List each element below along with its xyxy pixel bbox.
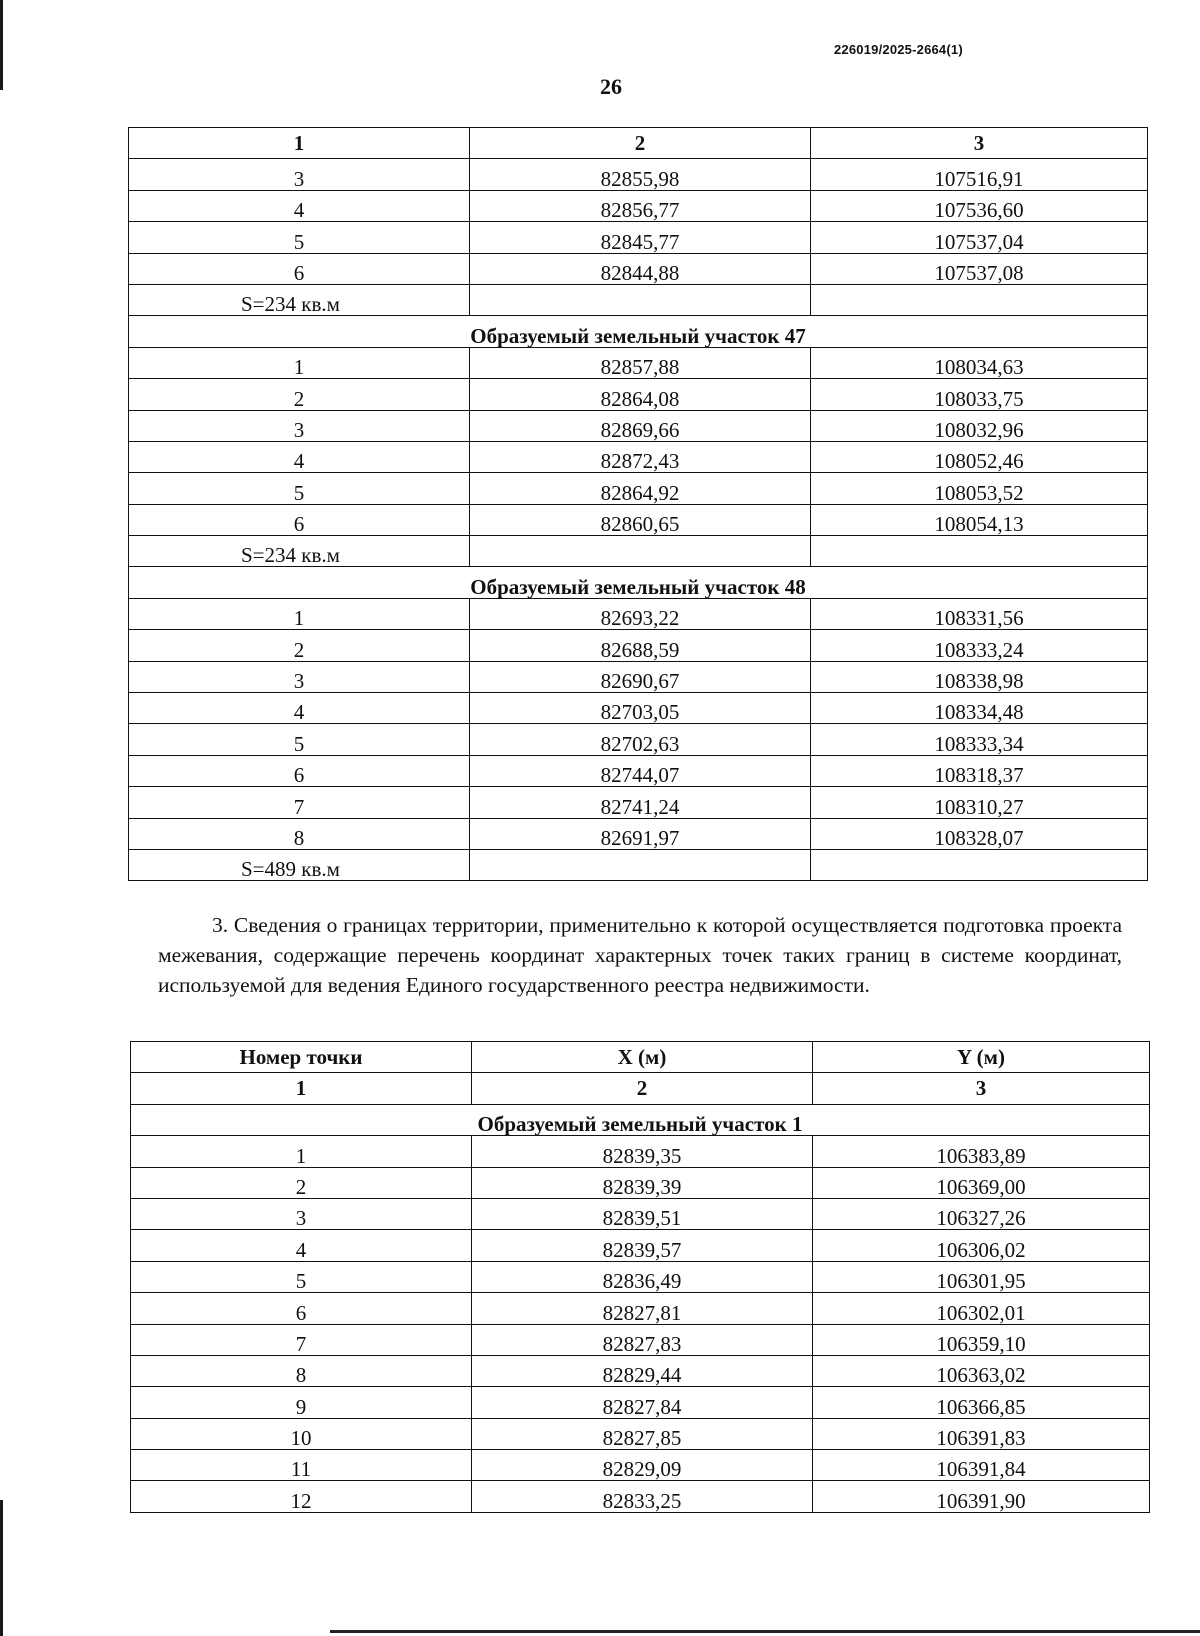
y-coordinate-cell: 108338,98 xyxy=(811,661,1148,692)
x-coordinate-cell: 82839,35 xyxy=(472,1136,813,1167)
point-number-cell: 12 xyxy=(131,1481,472,1512)
y-coordinate-cell: 106366,85 xyxy=(813,1387,1150,1418)
y-coordinate-cell: 108318,37 xyxy=(811,755,1148,786)
y-coordinate-cell: 108053,52 xyxy=(811,473,1148,504)
point-number-cell: 3 xyxy=(129,159,470,190)
point-number-cell: 5 xyxy=(129,473,470,504)
table-row xyxy=(129,504,1148,535)
x-coordinate-cell: 82829,44 xyxy=(472,1355,813,1386)
x-coordinate-cell: 82688,59 xyxy=(470,630,811,661)
point-number-cell: 1 xyxy=(129,347,470,378)
y-coordinate-cell: 106391,84 xyxy=(813,1450,1150,1481)
empty-cell xyxy=(470,849,811,880)
y-coordinate-cell: 106359,10 xyxy=(813,1324,1150,1355)
point-number-cell: 8 xyxy=(129,818,470,849)
x-coordinate-cell: 82741,24 xyxy=(470,787,811,818)
x-coordinate-cell: 82827,81 xyxy=(472,1293,813,1324)
point-number-cell: 5 xyxy=(129,222,470,253)
territory-boundary-table xyxy=(130,1041,1150,1513)
section-title: Образуемый земельный участок 1 xyxy=(131,1104,1150,1135)
point-number-cell: 11 xyxy=(131,1450,472,1481)
point-number-cell: 9 xyxy=(131,1387,472,1418)
x-coordinate-cell: 82827,84 xyxy=(472,1387,813,1418)
y-coordinate-cell: 106306,02 xyxy=(813,1230,1150,1261)
point-number-cell: 5 xyxy=(129,724,470,755)
table-row xyxy=(131,1450,1150,1481)
table-row xyxy=(129,724,1148,755)
y-coordinate-cell: 106302,01 xyxy=(813,1293,1150,1324)
column-number-row xyxy=(131,1073,1150,1104)
y-coordinate-cell: 108331,56 xyxy=(811,598,1148,629)
y-coordinate-cell: 108333,34 xyxy=(811,724,1148,755)
table-row xyxy=(129,661,1148,692)
x-coordinate-cell: 82829,09 xyxy=(472,1450,813,1481)
column-number-3: 3 xyxy=(811,128,1148,159)
x-coordinate-cell: 82864,08 xyxy=(470,379,811,410)
table-row xyxy=(129,818,1148,849)
x-coordinate-cell: 82855,98 xyxy=(470,159,811,190)
table-row xyxy=(131,1355,1150,1386)
area-cell: S=489 кв.м xyxy=(129,849,470,880)
point-number-cell: 7 xyxy=(129,787,470,818)
point-number-cell: 4 xyxy=(131,1230,472,1261)
table-row xyxy=(129,755,1148,786)
point-number-cell: 8 xyxy=(131,1355,472,1386)
table-row xyxy=(131,1418,1150,1449)
table-row xyxy=(131,1387,1150,1418)
empty-cell xyxy=(811,849,1148,880)
y-coordinate-cell: 107516,91 xyxy=(811,159,1148,190)
point-number-cell: 4 xyxy=(129,190,470,221)
x-coordinate-cell: 82864,92 xyxy=(470,473,811,504)
x-coordinate-cell: 82872,43 xyxy=(470,441,811,472)
y-coordinate-cell: 106363,02 xyxy=(813,1355,1150,1386)
paragraph-text: 3. Сведения о границах территории, применительно к которой осуществляется подготовка проекта межевания, содержащие перечень координат характерных точек таких границ в системе координат, используемой для ведения Единого государственного реестра недвижимости. xyxy=(158,913,1122,997)
x-coordinate-cell: 82869,66 xyxy=(470,410,811,441)
column-number-1: 1 xyxy=(129,128,470,159)
x-coordinate-cell: 82691,97 xyxy=(470,818,811,849)
area-row xyxy=(129,536,1148,567)
table-row xyxy=(129,379,1148,410)
territory-boundary-table-body xyxy=(131,1042,1150,1513)
section-3-paragraph xyxy=(158,910,1122,1000)
column-number-3: 3 xyxy=(813,1073,1150,1104)
table-row xyxy=(131,1324,1150,1355)
table-row xyxy=(129,410,1148,441)
table-row xyxy=(129,693,1148,724)
point-number-cell: 3 xyxy=(129,410,470,441)
y-coordinate-cell: 108334,48 xyxy=(811,693,1148,724)
y-coordinate-cell: 106369,00 xyxy=(813,1167,1150,1198)
x-coordinate-cell: 82839,51 xyxy=(472,1198,813,1229)
column-name-x: X (м) xyxy=(472,1042,813,1073)
point-number-cell: 4 xyxy=(129,441,470,472)
column-name-row xyxy=(131,1042,1150,1073)
empty-cell xyxy=(470,536,811,567)
table-row xyxy=(129,253,1148,284)
y-coordinate-cell: 107537,04 xyxy=(811,222,1148,253)
area-cell: S=234 кв.м xyxy=(129,284,470,315)
x-coordinate-cell: 82856,77 xyxy=(470,190,811,221)
x-coordinate-cell: 82857,88 xyxy=(470,347,811,378)
point-number-cell: 5 xyxy=(131,1261,472,1292)
y-coordinate-cell: 108054,13 xyxy=(811,504,1148,535)
point-number-cell: 4 xyxy=(129,693,470,724)
x-coordinate-cell: 82839,39 xyxy=(472,1167,813,1198)
area-row xyxy=(129,849,1148,880)
y-coordinate-cell: 108034,63 xyxy=(811,347,1148,378)
table-row xyxy=(129,598,1148,629)
coordinates-table-continued xyxy=(128,127,1148,881)
coordinates-table-body xyxy=(129,128,1148,881)
table-row xyxy=(131,1261,1150,1292)
empty-cell xyxy=(811,284,1148,315)
y-coordinate-cell: 108328,07 xyxy=(811,818,1148,849)
point-number-cell: 6 xyxy=(129,755,470,786)
x-coordinate-cell: 82744,07 xyxy=(470,755,811,786)
point-number-cell: 6 xyxy=(129,253,470,284)
y-coordinate-cell: 108032,96 xyxy=(811,410,1148,441)
area-cell: S=234 кв.м xyxy=(129,536,470,567)
x-coordinate-cell: 82839,57 xyxy=(472,1230,813,1261)
x-coordinate-cell: 82845,77 xyxy=(470,222,811,253)
empty-cell xyxy=(470,284,811,315)
x-coordinate-cell: 82827,85 xyxy=(472,1418,813,1449)
x-coordinate-cell: 82702,63 xyxy=(470,724,811,755)
document-id: 226019/2025-2664(1) xyxy=(834,42,963,57)
column-name-point: Номер точки xyxy=(131,1042,472,1073)
table-row xyxy=(129,347,1148,378)
x-coordinate-cell: 82860,65 xyxy=(470,504,811,535)
y-coordinate-cell: 108052,46 xyxy=(811,441,1148,472)
y-coordinate-cell: 108033,75 xyxy=(811,379,1148,410)
table-row xyxy=(129,787,1148,818)
x-coordinate-cell: 82693,22 xyxy=(470,598,811,629)
y-coordinate-cell: 106383,89 xyxy=(813,1136,1150,1167)
x-coordinate-cell: 82833,25 xyxy=(472,1481,813,1512)
area-row xyxy=(129,284,1148,315)
section-row xyxy=(129,567,1148,598)
scan-edge-top-left xyxy=(0,0,3,90)
y-coordinate-cell: 106391,90 xyxy=(813,1481,1150,1512)
column-number-1: 1 xyxy=(131,1073,472,1104)
table-row xyxy=(131,1230,1150,1261)
table-row xyxy=(131,1198,1150,1229)
section-row xyxy=(131,1104,1150,1135)
table-row xyxy=(129,441,1148,472)
scan-edge-bottom-left xyxy=(0,1500,3,1636)
y-coordinate-cell: 106327,26 xyxy=(813,1198,1150,1229)
table-row xyxy=(129,473,1148,504)
section-row xyxy=(129,316,1148,347)
table-row xyxy=(131,1481,1150,1512)
page-number: 26 xyxy=(600,74,622,99)
table-row xyxy=(129,630,1148,661)
x-coordinate-cell: 82703,05 xyxy=(470,693,811,724)
y-coordinate-cell: 107537,08 xyxy=(811,253,1148,284)
point-number-cell: 3 xyxy=(131,1198,472,1229)
table-row xyxy=(129,222,1148,253)
point-number-cell: 6 xyxy=(129,504,470,535)
section-title: Образуемый земельный участок 48 xyxy=(129,567,1148,598)
y-coordinate-cell: 108333,24 xyxy=(811,630,1148,661)
point-number-cell: 7 xyxy=(131,1324,472,1355)
y-coordinate-cell: 107536,60 xyxy=(811,190,1148,221)
column-number-2: 2 xyxy=(472,1073,813,1104)
table-row xyxy=(129,190,1148,221)
point-number-cell: 1 xyxy=(131,1136,472,1167)
table-row xyxy=(131,1167,1150,1198)
y-coordinate-cell: 108310,27 xyxy=(811,787,1148,818)
section-title: Образуемый земельный участок 47 xyxy=(129,316,1148,347)
point-number-cell: 6 xyxy=(131,1293,472,1324)
point-number-cell: 3 xyxy=(129,661,470,692)
table-row xyxy=(131,1293,1150,1324)
footer-rule xyxy=(330,1630,1200,1633)
y-coordinate-cell: 106391,83 xyxy=(813,1418,1150,1449)
y-coordinate-cell: 106301,95 xyxy=(813,1261,1150,1292)
empty-cell xyxy=(811,536,1148,567)
point-number-cell: 1 xyxy=(129,598,470,629)
x-coordinate-cell: 82836,49 xyxy=(472,1261,813,1292)
column-number-row xyxy=(129,128,1148,159)
column-number-2: 2 xyxy=(470,128,811,159)
table-row xyxy=(129,159,1148,190)
x-coordinate-cell: 82827,83 xyxy=(472,1324,813,1355)
column-name-y: Y (м) xyxy=(813,1042,1150,1073)
point-number-cell: 2 xyxy=(131,1167,472,1198)
point-number-cell: 10 xyxy=(131,1418,472,1449)
point-number-cell: 2 xyxy=(129,630,470,661)
table-row xyxy=(131,1136,1150,1167)
x-coordinate-cell: 82844,88 xyxy=(470,253,811,284)
point-number-cell: 2 xyxy=(129,379,470,410)
x-coordinate-cell: 82690,67 xyxy=(470,661,811,692)
